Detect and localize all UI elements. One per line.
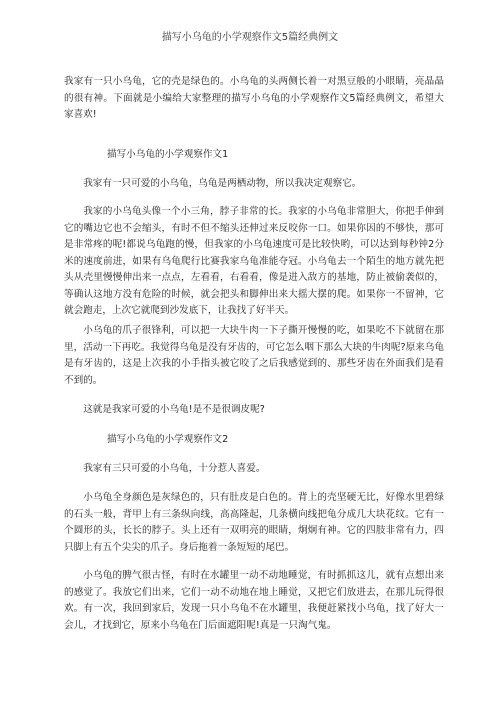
essay1-paragraph-2: 我家的小乌龟头像一个小三角，脖子非常的长。我家的小乌龟非常胆大，你把手伸到它的嘴边它也不会缩头，有时不但不缩头还伸过来反咬你一口。如果你因的不够快，那可是非常疼的呢!都说乌龟跑的慢，但我家的小乌龟速度可是比较快哟，可以达到每秒钟2分米的速度前进，如果有乌龟爬行比赛我家乌龟准能夺冠。小乌龟去一个陌生的地方就先把头从壳里慢慢伸出来一点点，左看看，右看看，像是进入敌方的基地，防止被偷袭似的，等确认这地方没有危险的时候，就会把头和脚伸出来大摇大摆的爬。如果你一不留神，它就会跑走，上次它就爬到沙发底下，让我找了好半天。	[64, 206, 444, 316]
essay1-paragraph-4: 这就是我家可爱的小乌龟!是不是很调皮呢?	[83, 404, 265, 415]
essay1-heading: 描写小乌龟的小学观察作文1	[107, 149, 229, 160]
essay2-paragraph-2: 小乌龟全身颜色是灰绿色的，只有肚皮是白色的。背上的壳坚硬无比，好像水里碧绿的石头一般，背甲上有三条纵向线，高高隆起，几条横向线把龟分成几大块花纹。它有一个圆形的头，长长的脖子。头上还有一双明亮的眼睛，炯炯有神。它的四肢非常有力，四只脚上有五个尖尖的爪子。身后拖着一条短短的尾巴。	[64, 492, 444, 553]
document-title: 描写小乌龟的小学观察作文5篇经典例文	[161, 32, 339, 43]
essay1-paragraph-3: 小乌龟的爪子很锋利，可以把一大块牛肉一下子撕开慢慢的吃，如果吃不下就留在那里，活动一下再吃。我觉得乌龟是没有牙齿的，可它怎么咽下那么大块的牛肉呢?原来乌龟是有牙齿的，这是上次我的小手指头被它咬了之后我感觉到的、那些牙齿在外面我们是看不到的。	[64, 325, 444, 386]
essay2-paragraph-1: 我家有三只可爱的小乌龟，十分惹人喜爱。	[83, 463, 266, 474]
essay2-paragraph-3: 小乌龟的脾气很古怪，有时在水罐里一动不动地睡觉，有时抓抓这儿，就有点想出来的感觉了。我放它们出来，它们一动不动地在地上睡觉，又把它们放进去，在那儿玩得很欢。有一次，我回到家后，发现一只小乌龟不在水罐里，我便赶紧找小乌龟，找了好大一会儿，才找到它，原来小乌龟在门后面遮阳呢!真是一只淘气鬼。	[64, 570, 444, 631]
essay2-heading: 描写小乌龟的小学观察作文2	[107, 434, 229, 445]
intro-paragraph: 我家有一只小乌龟，它的壳是绿色的。小乌龟的头两侧长着一对黑豆般的小眼睛，亮晶晶的很有神。下面就是小编给大家整理的描写小乌龟的小学观察作文5篇经典例文，希望大家喜欢!	[64, 76, 444, 120]
essay1-paragraph-1: 我家有一只可爱的小乌龟，乌龟是两栖动物，所以我决定观察它。	[83, 178, 362, 189]
